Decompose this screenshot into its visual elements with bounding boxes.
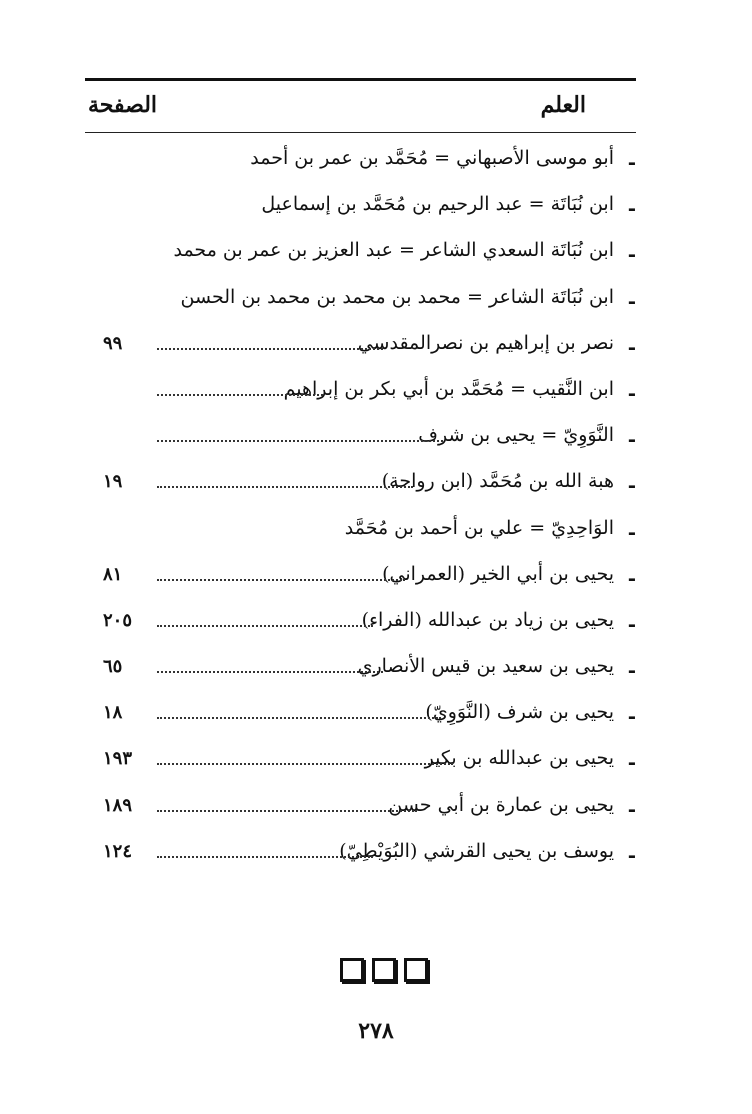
index-entry [85,692,636,738]
leader-dots [157,348,383,350]
index-entry [85,277,636,323]
entry-name: نصر بن إبراهيم بن نصرالمقدسي [357,331,614,354]
leader-dots [157,440,443,442]
entry-page-number: ١٨٩ [103,794,133,816]
index-entry [85,323,636,369]
entry-name: أبو موسى الأصبهاني = مُحَمَّد بن عمر بن أحمد [250,147,614,169]
entry-name: الوَاحِدِيّ = علي بن أحمد بن مُحَمَّد [344,516,614,539]
entry-page-number: ١٩ [103,471,123,493]
entry-bullet: - [627,796,636,821]
index-entry [85,461,636,507]
entry-bullet: - [627,150,636,174]
index-entry [85,415,636,461]
index-entry [85,369,636,415]
entry-bullet: - [627,334,636,359]
entry-bullet: - [627,242,636,267]
entry-name: يحيى بن عمارة بن أبي حسن [388,793,614,816]
entry-bullet: - [627,658,636,683]
leader-dots [157,394,323,396]
entry-page-number: ٨١ [103,563,123,585]
leader-dots [157,579,405,581]
index-entry [85,738,636,784]
entry-bullet: - [627,427,636,452]
entry-bullet: - [627,519,636,544]
column-header-page: الصفحة [88,92,158,118]
entry-bullet: - [627,750,636,775]
entry-bullet: - [627,196,636,221]
index-entry [85,230,636,276]
entry-name: يحيى بن عبدالله بن بكير [424,747,614,770]
leader-dots [157,625,373,627]
entry-name: النَّوَوِيّ = يحيى بن شرف [418,424,614,447]
entry-page-number: ٦٥ [103,656,123,678]
entry-page-number: ٩٩ [103,332,123,354]
entry-bullet: - [627,473,636,498]
entry-bullet: - [627,611,636,636]
leader-dots [157,810,417,812]
entry-name: ابن نُبَاتَة السعدي الشاعر = عبد العزيز بن عمر بن محمد [173,239,614,262]
entry-name: يوسف بن يحيى القرشي (البُوَيْطِيّ) [339,839,614,862]
entry-page-number: ١٩٣ [103,748,133,770]
leader-dots [157,856,373,858]
index-entry [85,785,636,831]
square-ornament-icon [340,958,364,982]
section-end-ornament [340,958,428,982]
entry-bullet: - [627,288,636,313]
entry-page-number: ٢٠٥ [103,609,133,631]
entry-name: يحيى بن أبي الخير (العمراني) [382,562,614,585]
index-entry [85,184,636,230]
entry-name: يحيى بن شرف (النَّوَوِيّ) [425,701,614,724]
entry-name: ابن نُبَاتَة = عبد الرحيم بن مُحَمَّد بن إسماعيل [261,193,614,216]
entry-name: ابن نُبَاتَة الشاعر = محمد بن محمد بن محمد بن الحسن [180,285,614,308]
entry-page-number: ١٨ [103,702,123,724]
index-entry [85,554,636,600]
entry-bullet: - [627,704,636,729]
square-ornament-icon [404,958,428,982]
leader-dots [157,763,453,765]
entry-name: ابن النَّقيب = مُحَمَّد بن أبي بكر بن إبراهيم [283,377,614,400]
index-entry [85,508,636,554]
column-header-name: العلم [540,92,586,118]
index-entry [85,138,636,184]
index-entry [85,646,636,692]
leader-dots [157,717,441,719]
entry-name: هبة الله بن مُحَمَّد (ابن رواحة) [381,470,614,493]
entry-bullet: - [627,842,636,867]
entry-bullet: - [627,565,636,590]
leader-dots [157,671,383,673]
index-list [85,138,636,877]
entry-bullet: - [627,380,636,405]
index-entry [85,600,636,646]
entry-page-number: ١٢٤ [103,840,133,862]
entry-name: يحيى بن سعيد بن قيس الأنصاري [357,655,614,678]
index-entry [85,831,636,877]
top-rule [85,78,636,81]
header-rule [85,132,636,133]
leader-dots [157,486,413,488]
entry-name: يحيى بن زياد بن عبدالله (الفراء) [361,608,614,631]
page-number: ٢٧٨ [358,1018,394,1044]
square-ornament-icon [372,958,396,982]
